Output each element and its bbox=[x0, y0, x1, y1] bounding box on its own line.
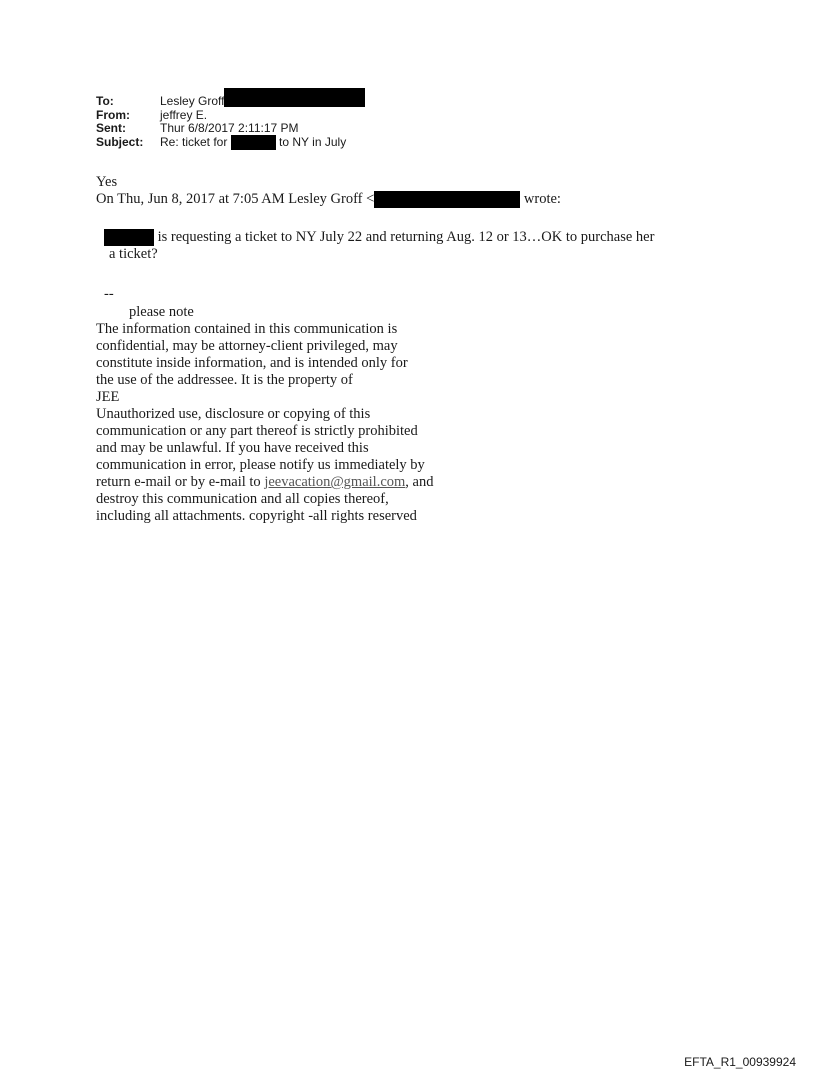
redaction-block bbox=[224, 88, 365, 107]
closing-line: destroy this communication and all copies thereof, bbox=[96, 491, 389, 507]
signature-dash: -- bbox=[104, 286, 114, 302]
to-value bbox=[160, 95, 365, 109]
subject-suffix: to NY in July bbox=[279, 134, 347, 149]
subject-label: Subject: bbox=[96, 134, 144, 149]
from-value: jeffrey E. bbox=[160, 107, 208, 122]
to-name: Lesley Groff bbox=[160, 94, 225, 108]
redaction-block bbox=[374, 191, 520, 208]
redaction-block bbox=[231, 135, 276, 150]
to-row bbox=[96, 95, 365, 109]
from-row bbox=[96, 109, 365, 123]
email-body bbox=[96, 174, 736, 208]
quote-intro bbox=[96, 191, 736, 208]
sent-row bbox=[96, 122, 365, 136]
sent-label: Sent: bbox=[96, 121, 126, 135]
disclaimer-line: JEE bbox=[96, 389, 120, 405]
quote-intro-prefix: On Thu, Jun 8, 2017 at 7:05 AM Lesley Groff < bbox=[96, 191, 375, 207]
quote-intro-suffix: wrote: bbox=[523, 191, 561, 207]
signature-note: please note bbox=[129, 304, 194, 320]
to-label: To: bbox=[96, 94, 114, 108]
email-line-prefix: return e-mail or by e-mail to bbox=[96, 474, 265, 490]
quoted-text-1: is requesting a ticket to NY July 22 and returning Aug. 12 or 13…OK to purchase her bbox=[157, 229, 655, 245]
subject-row bbox=[96, 136, 365, 150]
disclaimer bbox=[96, 321, 433, 525]
disclaimer-line: constitute inside information, and is intended only for bbox=[96, 355, 408, 371]
email-link[interactable]: jeevacation@gmail.com bbox=[264, 474, 406, 490]
subject-prefix: Re: ticket for bbox=[160, 134, 228, 149]
reply-text: Yes bbox=[96, 174, 118, 190]
email-header bbox=[96, 95, 365, 149]
disclaimer-line: the use of the addressee. It is the property of bbox=[96, 372, 353, 388]
sent-value: Thur 6/8/2017 2:11:17 PM bbox=[160, 121, 299, 135]
disclaimer-line: and may be unlawful. If you have received this bbox=[96, 440, 369, 456]
from-label: From: bbox=[96, 107, 130, 122]
document-id: EFTA_R1_00939924 bbox=[684, 1055, 796, 1069]
disclaimer-line: communication in error, please notify us immediately by bbox=[96, 457, 425, 473]
redaction-block bbox=[104, 229, 154, 246]
closing-line: including all attachments. copyright -all rights reserved bbox=[96, 508, 417, 524]
subject-value bbox=[160, 136, 346, 150]
email-contact-line bbox=[96, 474, 433, 491]
email-line-suffix: , and bbox=[405, 474, 434, 490]
quoted-line-1 bbox=[104, 229, 654, 246]
disclaimer-line: communication or any part thereof is strictly prohibited bbox=[96, 423, 418, 439]
quoted-line-2: a ticket? bbox=[109, 246, 158, 262]
disclaimer-line: Unauthorized use, disclosure or copying of this bbox=[96, 406, 371, 422]
disclaimer-line: confidential, may be attorney-client privileged, may bbox=[96, 338, 398, 354]
disclaimer-line: The information contained in this communication is bbox=[96, 321, 398, 337]
quoted-message bbox=[104, 229, 654, 263]
